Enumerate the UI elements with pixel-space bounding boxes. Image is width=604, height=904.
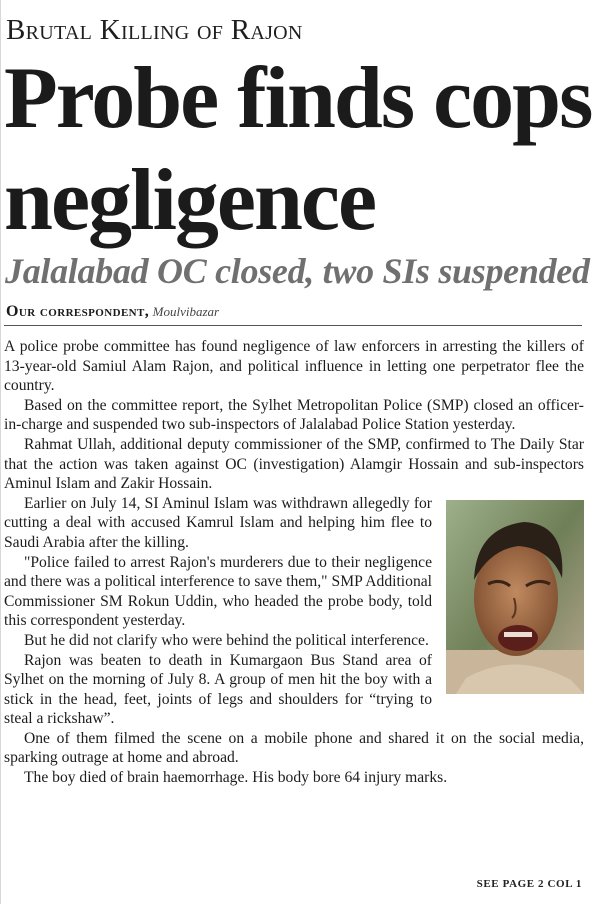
paragraph-2: Based on the committee report, the Sylhet Metropolitan Police (SMP) closed an officer-in-charge and suspended two sub-inspectors of Jalalabad Police Station yesterday. [4, 396, 584, 434]
paragraph-7: Rajon was beaten to death in Kumargaon Bus Stand area of Sylhet on the morning of July 8. A group of men hit the boy with a stick in the head, feet, joints of legs and shoulders for “trying to steal a rickshaw”. [4, 651, 432, 728]
byline-rule [4, 325, 582, 326]
headline-line-2: negligence [4, 152, 376, 249]
paragraph-4: Earlier on July 14, SI Aminul Islam was withdrawn allegedly for cutting a deal with accused Kamrul Islam and helping him flee to Saudi Arabia after the killing. [4, 494, 432, 551]
headline-line-1: Probe finds cops [4, 50, 592, 147]
paragraph-8: One of them filmed the scene on a mobile phone and shared it on the social media, sparking outrage at home and abroad. [4, 729, 584, 767]
headline [4, 48, 604, 252]
byline-name: Our correspondent, [6, 303, 150, 320]
paragraph-6: But he did not clarify who were behind the political interference. [24, 631, 429, 649]
paragraph-5: "Police failed to arrest Rajon's murderers due to their negligence and there was a political interference to save them," SMP Additional Commissioner SM Rokun Uddin, who headed the probe body, told this correspondent yesterday. [4, 553, 432, 630]
paragraph-9: The boy died of brain haemorrhage. His body bore 64 injury marks. [24, 769, 448, 787]
victim-photo [446, 500, 584, 694]
byline [6, 302, 219, 322]
paragraph-3-text: Rahmat Ullah, additional deputy commissioner of the SMP, confirmed to The Daily Star that the action was taken against OC (investigation) Alamgir Hossain and sub-inspectors Aminul Islam and Zakir Hossain. [4, 435, 584, 493]
paragraph-1: A police probe committee has found negligence of law enforcers in arresting the killers of 13-year-old Samiul Alam Rajon, and political influence in letting one perpetrator flee the country. [4, 338, 584, 395]
kicker: Brutal Killing of Rajon [6, 14, 303, 46]
byline-location: Moulvibazar [152, 304, 220, 319]
victim-photo-image [446, 500, 584, 694]
paragraph-3 [4, 435, 584, 494]
subheadline: Jalalabad OC closed, two SIs suspended [5, 251, 590, 291]
column-divider [0, 0, 1, 904]
continuation-note: SEE PAGE 2 COL 1 [476, 878, 582, 890]
